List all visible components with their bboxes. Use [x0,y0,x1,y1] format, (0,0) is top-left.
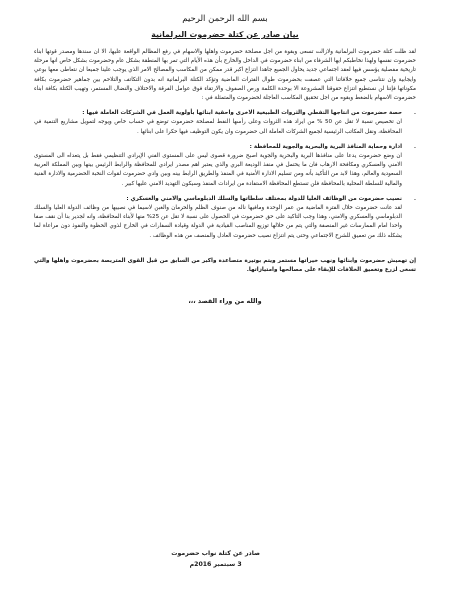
item-body: ان وضع حضرموت يدعا على منافذها البرية والبحرية والجوية اصبح ضرورة قصوى ليس على المستوى الفني الإيرادي التنظيمي فقط بل يتعداه الى المستوى الامني والعسكري ومكافحة الارهاب فان ما يحتمل في منفذ الوديعة البري والذي يعتبر اهم مصدر ايرادي للمحافظة والرابط الرئيس بينها وبين المملكة العربية السعودية والعالم، وهذا لابد من التأكيد بأنه ومن تسليم الادارة الأمنية في المنفذ والطريق الرابط بينه وبين وادي حضرموت لقوات النخبة الحضرمية والادارة الفنية والمالية للسلطة المحلية بالمحافظة فلن تستطع المحافظة الاستفادة من ايرادات المنفذ وسيكون التهديد الامني عليها كبير . [34,153,402,187]
list-item [34,109,416,137]
list-item [34,195,416,241]
conclusion-paragraph: إن تهميش حضرموت وابنائها ونهب خيراتها مستمر ويتم بوتيرة متصاعدة واكبر من السابق من قبل القوى المتربصة بحضرموت واهلها والتي تسعى لزرع وتعميق الخلافات للإبقاء على مصالحها وامتيازاتها. [34,257,416,274]
closing-phrase: والله من وراء القصد ،،، [188,297,262,306]
document-title: بيان صادر عن كتلة حضرموت البرلمانية [151,30,299,39]
list-dash-icon: - [413,110,416,118]
intro-paragraph: لقد ظلت كتلة حضرموت البرلمانية ولازالت تسعى وبقوة من اجل مصلحة حضرموت واهلها والاسهام في رفع المظالم الواقعة عليها، الا ان سندها ومصدر قوتها ابناء حضرموت نفسها ولهذا نخاطبكم ايها الشرفاء من ابناء حضرموت في الداخل والخارج بأن هذه الأيام التي تمر بها المنطقة بشكل عام وحضرموت بشكل خاص انها مرحلة تاريخية مفصلية يؤسس فيها لعقد اجتماعي جديد يحاول الجميع جاهدا انتزاع اكبر قدر ممكن من المكاسب والمصالح الامر الذي يوجب علينا جميعا ان نتعاطى معها بوعي وايجابية وان نتناسى جميع خلافاتنا التي عصفت بحضرموت طوال الفترات الماضية وتؤكد الكتلة البرلمانية انه بدون التكاتف والتلاحم بين جماهير حضرموت بكافة مكوناتها فإننا لن نستطيع انتزاع حقوقنا المشروعة الا بوحدة الكلمة ورص الصفوف والارتقاء فوق عوامل الفرقة والاختلاف والنضال المستمر، وتهيب الكتلة بكافة ابناء حضرموت الاسهام بالضغط وبقوه من اجل تحقيق المكاسب العاجلة لحضرموت والمتمثلة في : [34,49,416,102]
list-dash-icon: - [413,143,416,151]
item-heading: ادارة وحماية المنافذ البرية والبحرية والجوية للمحافظة : [249,143,402,150]
list-item [34,143,416,189]
item-body: لقد عانت حضرموت خلال الفترة الماضية من عمر الوحدة ومافيها ناله من صنوف الظلم والحرمان والغبن لاسيما في نصيبها من وظائف الدولة العليا والسلك الدبلوماسي والعسكري والامني، وهذا وجب التاكيد على حق حضرموت في الحصول على نسبة لا تقل عن 25% منها لأبناء المحافظة، وانه لجدير بنا أن نقف صفا واحدا امام الممارسات غير المنصفة والتي يتم من خلالها توزيع المناصب القيادية في الدولة وقيادة السفارات في الخارج لذوي الحظوة والنفوذ دون مراعاة لما يشكله ذلك من تعميق للشرخ الاجتماعي وحتى يتم انتزاع نصيب حضرموت العادل والمنصف من هذه الوظائف . [34,205,402,239]
issuer-line: صادر عن كتلة نواب حضرموت [171,550,260,557]
basmala: بسم الله الرحمن الرحيم [182,14,268,24]
item-heading: حصة حضرموت من انتاجها النفطي والثروات الطبيعية الاخرى واحقية ابنائها بأولوية العمل في الشركات العاملة فيها : [82,110,402,117]
item-heading: نصيب حضرموت من الوظائف العليا للدولة بمختلف سلطاتها والسلك الدبلوماسي والامني والعسكري : [126,195,402,202]
demands-list [34,109,416,241]
signature-block [171,548,260,570]
date-line: 3 سبتمبر 2016م [189,561,242,568]
item-body: ان تخصيص نسبة لا تقل عن 50 % من ايراد هذه الثروات وعلى رأسها النفط لمصلحة حضرموت توضع في حساب خاص ويوجه لتمويل مشاريع التنمية في المحافظة، ونقل المكاتب الرئيسية لجميع الشركات العاملة الى حضرموت وان يكون التوظيف فيها حكرا على ابنائها . [34,119,402,135]
list-dash-icon: - [413,195,416,203]
